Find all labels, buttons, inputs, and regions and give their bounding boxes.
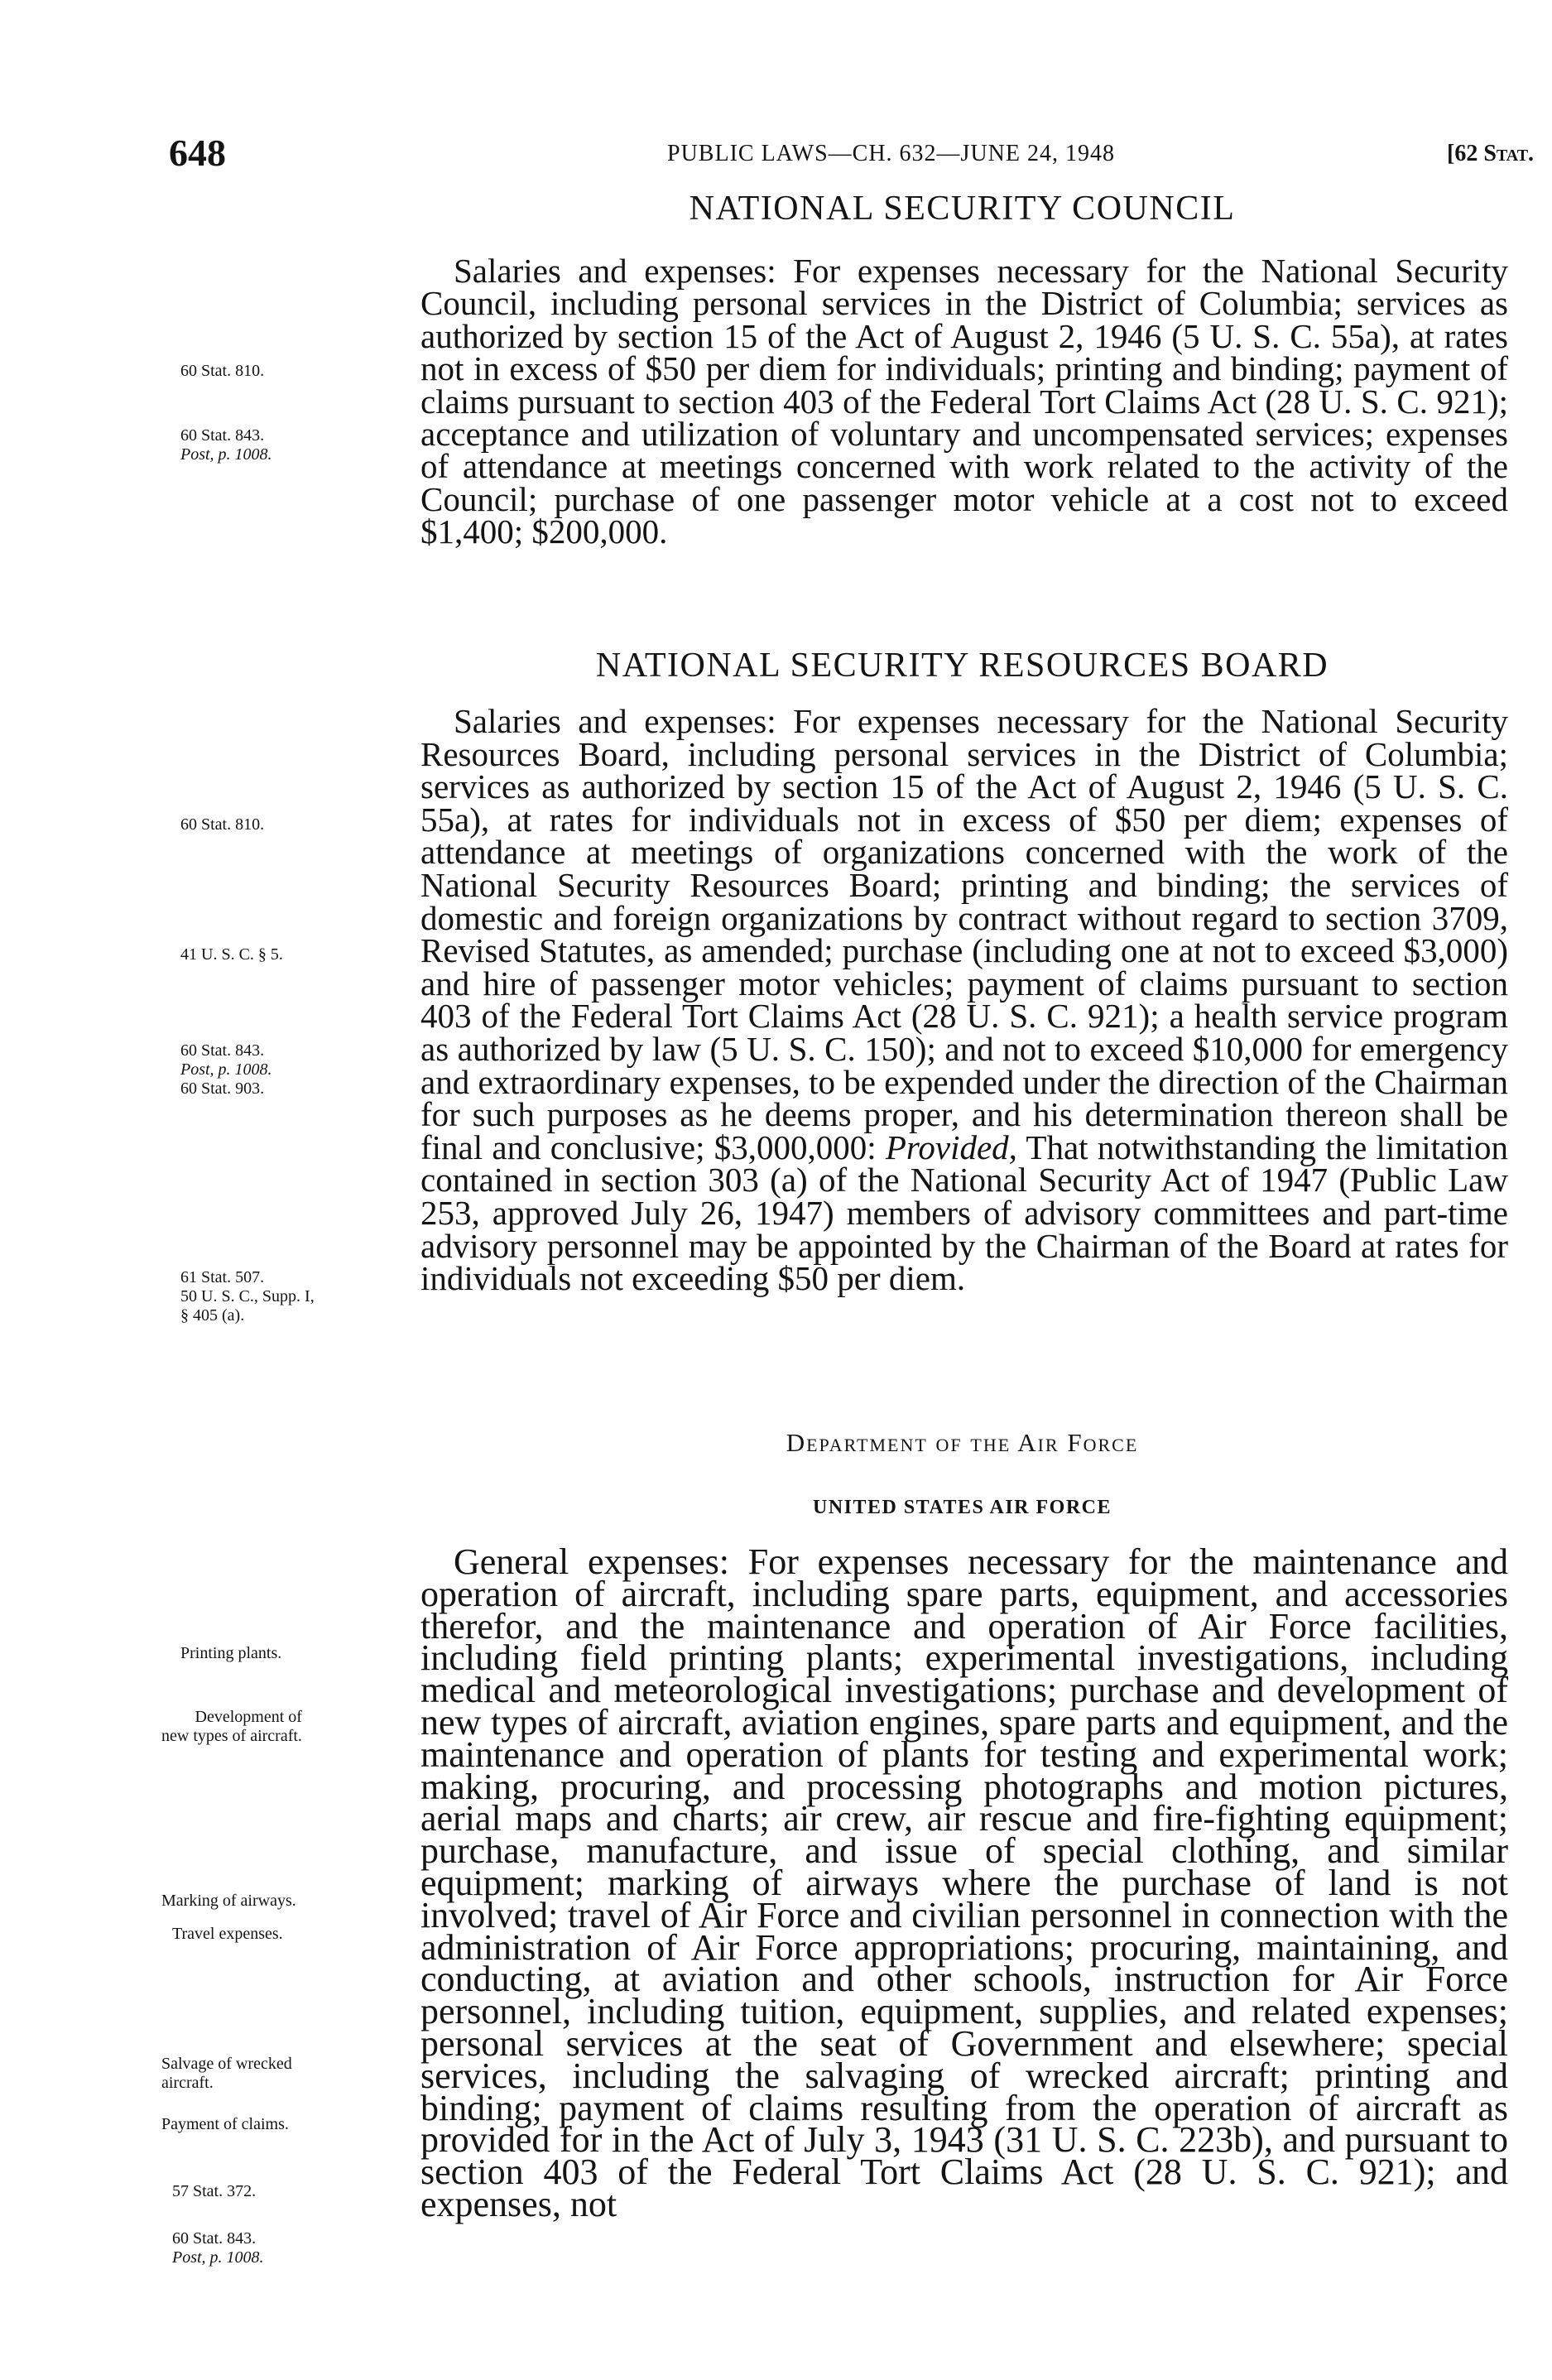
margin-note-line: Salvage of wrecked	[161, 2055, 292, 2073]
margin-note-line: Post, p. 1008.	[180, 1060, 272, 1079]
margin-note-line: 60 Stat. 843.	[180, 1041, 265, 1060]
margin-note: 60 Stat. 810.	[180, 362, 265, 380]
page-number: 648	[169, 132, 226, 174]
margin-note-line: § 405 (a).	[180, 1306, 245, 1325]
paragraph-nsrb	[420, 702, 1508, 1298]
nsrb-text-after: That notwithstanding the limitation contained in section 303 (a) of the National Security Act of 1947 (Public Law 253, approved July 26, 1947) members of advisory committees and part-time advisory personnel may be appointed by the Chairman of the Board at rates for individuals not exceeding $50 per diem.	[420, 1127, 1508, 1298]
margin-note: Payment of claims.	[161, 2115, 289, 2133]
margin-note: Marking of airways.	[161, 1892, 296, 1910]
department-title: Department of the Air Force	[786, 1428, 1139, 1457]
margin-note-line: 60 Stat. 903.	[180, 1079, 265, 1098]
margin-note-line: Post, p. 1008.	[172, 2248, 264, 2267]
margin-note: 57 Stat. 372.	[172, 2182, 257, 2200]
margin-note	[180, 1041, 272, 1099]
margin-note-line: 60 Stat. 843.	[172, 2229, 257, 2248]
section-title-nsc: NATIONAL SECURITY COUNCIL	[689, 190, 1236, 228]
running-title: PUBLIC LAWS—CH. 632—JUNE 24, 1948	[667, 141, 1115, 166]
statute-reference: [62 Stat.	[1447, 141, 1535, 166]
nsrb-text-before: Salaries and expenses: For expenses necessary for the National Security Resources Board, including personal services in the District of Columbia; services as authorized by section 15 of the Act of August 2, 1946 (5 U. S. C. 55a), at rates for individuals not in excess of $50 per diem; expenses of attendance at meetings of organizations concerned with the work of the National Security Resources Board; printing and binding; the services of domestic and foreign organizations by contract without regard to section 3709, Revised Statutes, as amended; purchase (including one at not to exceed $3,000) and hire of passenger motor vehicles; payment of claims pursuant to section 403 of the Federal Tort Claims Act (28 U. S. C. 921); a health service program as authorized by law (5 U. S. C. 150); and not to exceed $10,000 for emergency and extraordinary expenses, to be expended under the direction of the Chairman for such purposes as he deems proper, and his determination thereon shall be final and conclusive; $3,000,000:	[420, 702, 1508, 1166]
paragraph-nsc: Salaries and expenses: For expenses necessary for the National Security Council, including personal services in the District of Columbia; services as authorized by section 15 of the Act of August 2, 1946 (5 U. S. C. 55a), at rates not in excess of $50 per diem for individuals; printing and binding; payment of claims pursuant to section 403 of the Federal Tort Claims Act (28 U. S. C. 921); acceptance and utilization of voluntary and uncompensated services; expenses of attendance at meetings concerned with work related to the activity of the Council; purchase of one passenger motor vehicle at a cost not to exceed $1,400; $200,000.	[420, 252, 1508, 551]
margin-note	[180, 426, 272, 464]
margin-note-line: aircraft.	[161, 2074, 214, 2092]
margin-note: 41 U. S. C. § 5.	[180, 945, 283, 964]
margin-note-line: 60 Stat. 843.	[180, 426, 265, 445]
margin-note	[172, 2229, 264, 2267]
page-header	[0, 131, 1552, 180]
margin-note-line: Development of	[195, 1708, 302, 1726]
margin-note: Printing plants.	[180, 1644, 282, 1662]
subsection-title: UNITED STATES AIR FORCE	[812, 1497, 1112, 1518]
margin-note-line: 50 U. S. C., Supp. I,	[180, 1287, 315, 1305]
margin-note-line: new types of aircraft.	[161, 1727, 302, 1745]
margin-note: Travel expenses.	[172, 1925, 283, 1943]
paragraph-air-force: General expenses: For expenses necessary for the maintenance and operation of aircraft, including spare parts, equipment, and accessories therefor, and the maintenance and operation of Air Force facilities, including field printing plants; experimental investigations, including medical and meteorological investigations; purchase and development of new types of aircraft, aviation engines, spare parts and equipment, and the maintenance and operation of plants for testing and experimental work; making, procuring, and processing photographs and motion pictures, aerial maps and charts; air crew, air rescue and fire-fighting equipment; purchase, manufacture, and issue of special clothing, and similar equipment; marking of airways where the purchase of land is not involved; travel of Air Force and civilian personnel in connection with the administration of Air Force appropriations; procuring, maintaining, and conducting, at aviation and other schools, instruction for Air Force personnel, including tuition, equipment, supplies, and related expenses; personal services at the seat of Government and elsewhere; special services, including the salvaging of wrecked aircraft; printing and binding; payment of claims resulting from the operation of aircraft as provided for in the Act of July 3, 1943 (31 U. S. C. 223b), and pursuant to section 403 of the Federal Tort Claims Act (28 U. S. C. 921); and expenses, not	[420, 1541, 1508, 2224]
section-title-nsrb: NATIONAL SECURITY RESOURCES BOARD	[595, 647, 1329, 685]
margin-note	[180, 1268, 315, 1325]
margin-note: 60 Stat. 810.	[180, 815, 265, 834]
provided-keyword: Provided,	[885, 1127, 1017, 1166]
margin-note-line: Post, p. 1008.	[180, 445, 272, 464]
margin-note-line: 61 Stat. 507.	[180, 1268, 265, 1286]
margin-note	[161, 2055, 292, 2093]
margin-note	[161, 1708, 302, 1746]
